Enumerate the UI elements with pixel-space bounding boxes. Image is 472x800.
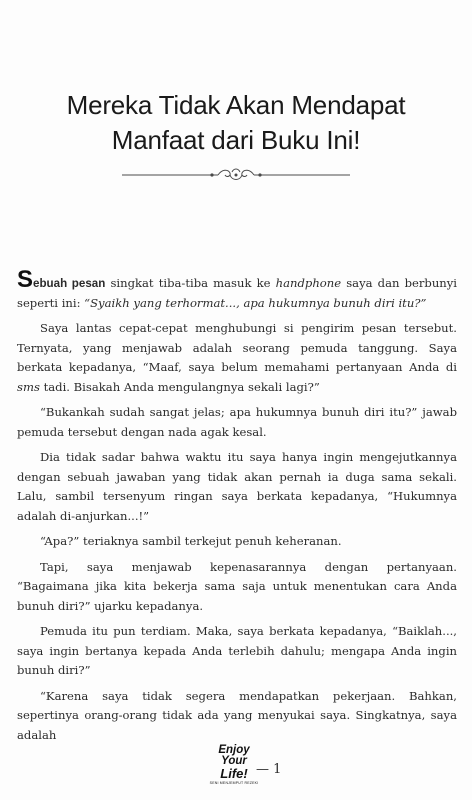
paragraph-5: “Apa?” teriaknya sambil terkejut penuh keheranan. xyxy=(40,534,342,548)
page-number: — 1 xyxy=(256,762,282,777)
paragraph-2 xyxy=(17,319,457,397)
logo-word-life: Life! xyxy=(220,766,248,781)
flourish-divider-icon xyxy=(122,167,350,183)
paragraph-3: “Bukankah sudah sangat jelas; apa hukumnya bunuh diri itu?” jawab pemuda tersebut dengan nada agak kesal. xyxy=(17,405,457,439)
sms-quote: “Syaikh yang terhormat..., apa hukumnya bunuh diri itu?” xyxy=(84,295,427,310)
paragraph-2-text-a: Saya lantas cepat-cepat menghubungi si pengirim pesan tersebut. Ternyata, yang menjawab adalah seorang pemuda tanggung. Saya berkata kepadanya, “Maaf, saya belum memahami pertanyaan Anda di xyxy=(17,321,457,374)
paragraph-1-text-a: singkat tiba-tiba masuk ke xyxy=(105,276,276,290)
chapter-title-line-2: Manfaat dari Buku Ini! xyxy=(111,125,361,155)
logo-word-your: Your xyxy=(221,755,247,767)
chapter-title xyxy=(40,88,432,158)
paragraph-4: Dia tidak sadar bahwa waktu itu saya hanya ingin mengejutkannya dengan sebuah jawaban yang tidak akan pernah ia duga sama sekali. Lalu, sambil tersenyum ringan saya berkata kepadanya, “Hukumnya adalah di-anjurkan...!” xyxy=(17,450,457,523)
paragraph-2-text-b: tadi. Bisakah Anda mengulangnya sekali lagi?” xyxy=(39,379,320,394)
paragraph-1 xyxy=(17,266,458,313)
paragraph-1-text-b: saya dan berbunyi seperti ini: xyxy=(17,276,458,310)
drop-cap: S xyxy=(17,266,34,293)
chapter-title-line-1: Mereka Tidak Akan Mendapat xyxy=(66,90,406,120)
paragraph-2-emphasis: sms xyxy=(17,379,40,394)
article-body xyxy=(17,266,458,751)
logo-word-enjoy: Enjoy xyxy=(218,744,250,756)
lead-in-text: ebuah pesan xyxy=(33,277,106,290)
paragraph-6: Tapi, saya menjawab kepenasarannya dengan pertanyaan. “Bagaimana jika kita bekerja sama saja untuk menentukan cara Anda bunuh diri?” ujarku kepadanya. xyxy=(17,559,457,613)
paragraph-1-emphasis-a: handphone xyxy=(275,276,342,290)
paragraph-7: Pemuda itu pun terdiam. Maka, saya berkata kepadanya, “Baiklah..., saya ingin bertanya kepada Anda terlebih dahulu; mengapa Anda ingin bunuh diri?” xyxy=(17,624,457,677)
logo-tagline: SENI MENJEMPUT REZEKI xyxy=(209,781,259,785)
paragraph-8: “Karena saya tidak segera mendapatkan pekerjaan. Bahkan, sepertinya orang-orang tidak ada yang menyukai saya. Singkatnya, saya adalah xyxy=(17,688,457,742)
